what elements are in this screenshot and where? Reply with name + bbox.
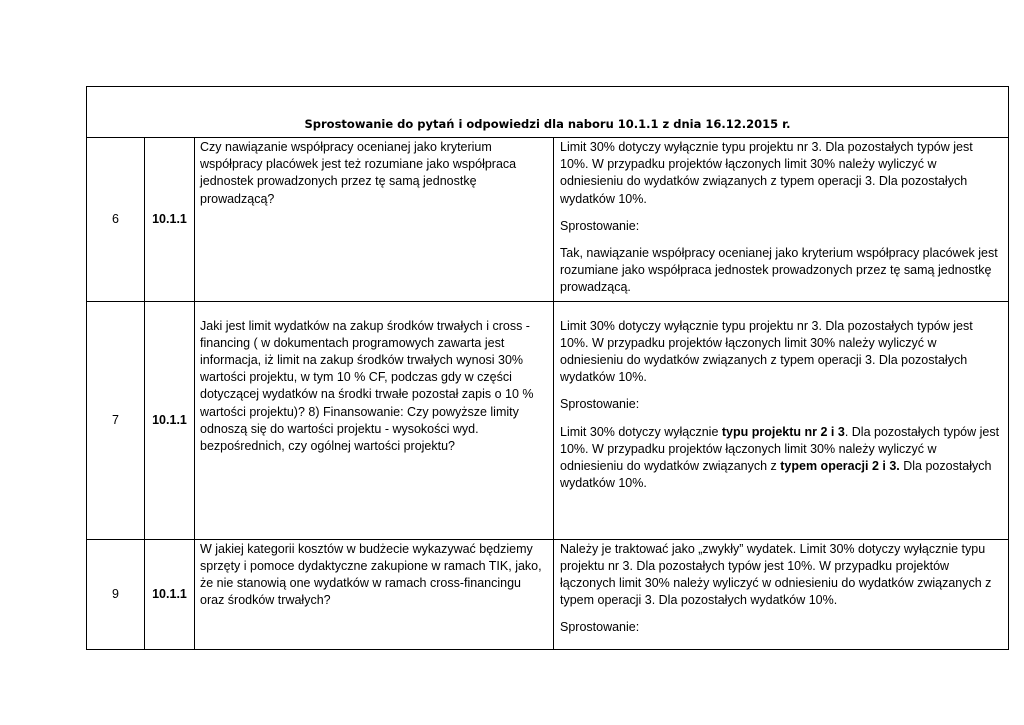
question-cell: Czy nawiązanie współpracy ocenianej jako kryterium współpracy placówek jest też rozumiane jako współpraca jednostek prowadzonych przez tę samą jednostkę prowadzącą? — [195, 138, 554, 302]
correction-text: Limit 30% dotyczy wyłącznie typu projektu nr 2 i 3. Dla pozostałych typów jest 10%. W przypadku projektów łączonych limit 30% należy wyliczyć w odniesieniu do wydatków związanych z typem operacji 2 i 3. Dla pozostałych wydatków 10%. — [560, 424, 1000, 491]
correction-label: Sprostowanie: — [560, 397, 640, 412]
correction-label: Sprostowanie: — [560, 620, 640, 635]
correction-label: Sprostowanie: — [560, 218, 640, 233]
row-code: 10.1.1 — [145, 539, 195, 649]
table-row — [87, 539, 1009, 649]
answer-cell — [554, 301, 1009, 539]
answer-text: Limit 30% dotyczy wyłącznie typu projektu nr 3. Dla pozostałych typów jest 10%. W przypadku projektów łączonych limit 30% należy wyliczyć w odniesieniu do wydatków związanych z typem operacji 3. Dla pozostałych wydatków 10%. — [560, 318, 973, 385]
answer-cell — [554, 138, 1009, 302]
row-number: 9 — [87, 539, 145, 649]
table-row — [87, 301, 1009, 539]
answer-text: Limit 30% dotyczy wyłącznie typu projektu nr 3. Dla pozostałych typów jest 10%. W przypadku projektów łączonych limit 30% należy wyliczyć w odniesieniu do wydatków związanych z typem operacji 3. Dla pozostałych wydatków 10%. — [560, 140, 973, 206]
title-row — [87, 87, 1009, 138]
table-row — [87, 138, 1009, 302]
row-code: 10.1.1 — [145, 301, 195, 539]
question-cell: Jaki jest limit wydatków na zakup środków trwałych i cross - financing ( w dokumentach programowych zawarta jest informacja, iż limit na zakup środków trwałych wynosi 30% wartości projektu, w tym 10 % CF, podczas gdy w części dotyczącej wydatków na środki trwałe pozostał zapis o 10 % wartości projektu)? 8) Finansowanie: Czy powyższe limity odnoszą się do wartości projektu - wysokości wyd. bezpośrednich, czy ogólnej wartości projektu? — [195, 301, 554, 539]
page-title: Sprostowanie do pytań i odpowiedzi dla naboru 10.1.1 z dnia 16.12.2015 r. — [87, 87, 1009, 138]
answer-text: Należy je traktować jako „zwykły” wydatek. Limit 30% dotyczy wyłącznie typu projektu nr 3. Dla pozostałych typów jest 10%. W przypadku projektów łączonych limit 30% należy wyliczyć w odniesieniu do wydatków związanych z typem operacji 3. Dla pozostałych wydatków 10%. — [560, 541, 992, 608]
question-cell: W jakiej kategorii kosztów w budżecie wykazywać będziemy sprzęty i pomoce dydaktyczne zakupione w ramach TIK, jako, że nie stanowią one wydatków w ramach cross-financingu oraz środków trwałych? — [195, 539, 554, 649]
row-number: 7 — [87, 301, 145, 539]
correction-text: Tak, nawiązanie współpracy ocenianej jako kryterium współpracy placówek jest rozumiane jako współpraca jednostek prowadzonych przez tę samą jednostkę prowadzącą. — [560, 246, 998, 295]
correction-table — [86, 86, 1009, 650]
row-code: 10.1.1 — [145, 138, 195, 302]
row-number: 6 — [87, 138, 145, 302]
answer-cell — [554, 539, 1009, 649]
